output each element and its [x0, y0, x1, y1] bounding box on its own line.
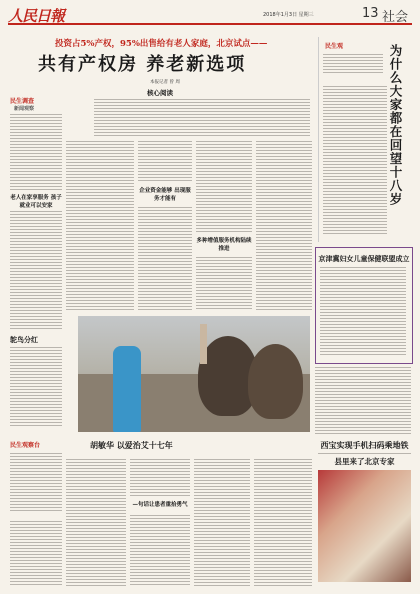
- text-block: [323, 53, 383, 73]
- photo-person: [113, 346, 141, 432]
- boxed-news-title: 京津冀妇女儿童保健联盟成立: [318, 254, 410, 263]
- photo-ostrich: [248, 344, 303, 419]
- text-block: [320, 266, 406, 356]
- subhead: 多种增值服务机构陆续推进: [196, 238, 252, 252]
- text-block: [315, 366, 411, 434]
- text-block: [194, 458, 250, 586]
- text-block: [94, 98, 310, 136]
- lead-headline: 共有产权房 养老新选项: [38, 54, 247, 75]
- news-photo: [78, 316, 310, 432]
- lead-kicker: 投资占5%产权，95%出售给有老人家庭，北京试点——: [55, 39, 268, 49]
- text-block: [10, 113, 62, 191]
- text-block: [66, 140, 134, 310]
- divider: [318, 452, 411, 454]
- text-block: [10, 452, 62, 512]
- text-block: [66, 458, 126, 586]
- masthead: [8, 5, 412, 25]
- right-news-headline: 西宝实现手机扫码乘地铁: [320, 440, 409, 450]
- photo-ostrich-neck: [200, 324, 207, 364]
- text-block: [256, 140, 312, 310]
- text-block: [10, 346, 62, 426]
- issue-date: 2018年1月3日 星期三: [263, 12, 314, 18]
- bottom-headline: 胡敏华 以爱治艾十七年: [90, 440, 173, 450]
- section-name: 社会: [382, 10, 409, 25]
- text-block: [10, 520, 62, 586]
- news-photo-2: [318, 470, 411, 582]
- subhead: 核心阅读: [147, 89, 173, 97]
- text-block: [10, 210, 62, 330]
- right-top-label: 民生观: [325, 43, 344, 50]
- text-block: [138, 206, 192, 310]
- subhead: 老人在家享服务 孩子就业可以安家: [10, 195, 62, 209]
- text-block: [254, 458, 312, 586]
- photo-caption-title: 鸵鸟分红: [10, 335, 38, 344]
- left-column-sublabel: 新闻观察: [14, 106, 35, 112]
- left-column-label: 民生调查: [10, 98, 35, 105]
- bottom-label: 民生观察台: [10, 442, 41, 449]
- text-block: [138, 140, 192, 182]
- text-block: [323, 85, 387, 235]
- right-news-headline-2: 县里来了北京专家: [334, 457, 395, 466]
- bottom-subhead: —句话让患者重拾勇气: [132, 502, 188, 508]
- text-block: [130, 514, 190, 586]
- newspaper-logo: 人民日報: [8, 7, 65, 25]
- text-block: [130, 458, 190, 498]
- text-block: [196, 256, 252, 310]
- right-top-headline: 为什么大家都在回望十八岁: [388, 44, 403, 206]
- lead-byline: 本报记者 曾 周: [150, 80, 180, 85]
- page-number: 13: [362, 6, 379, 21]
- text-block: [196, 140, 252, 232]
- subhead: 企业资金能够 出现服务才能有: [139, 188, 191, 202]
